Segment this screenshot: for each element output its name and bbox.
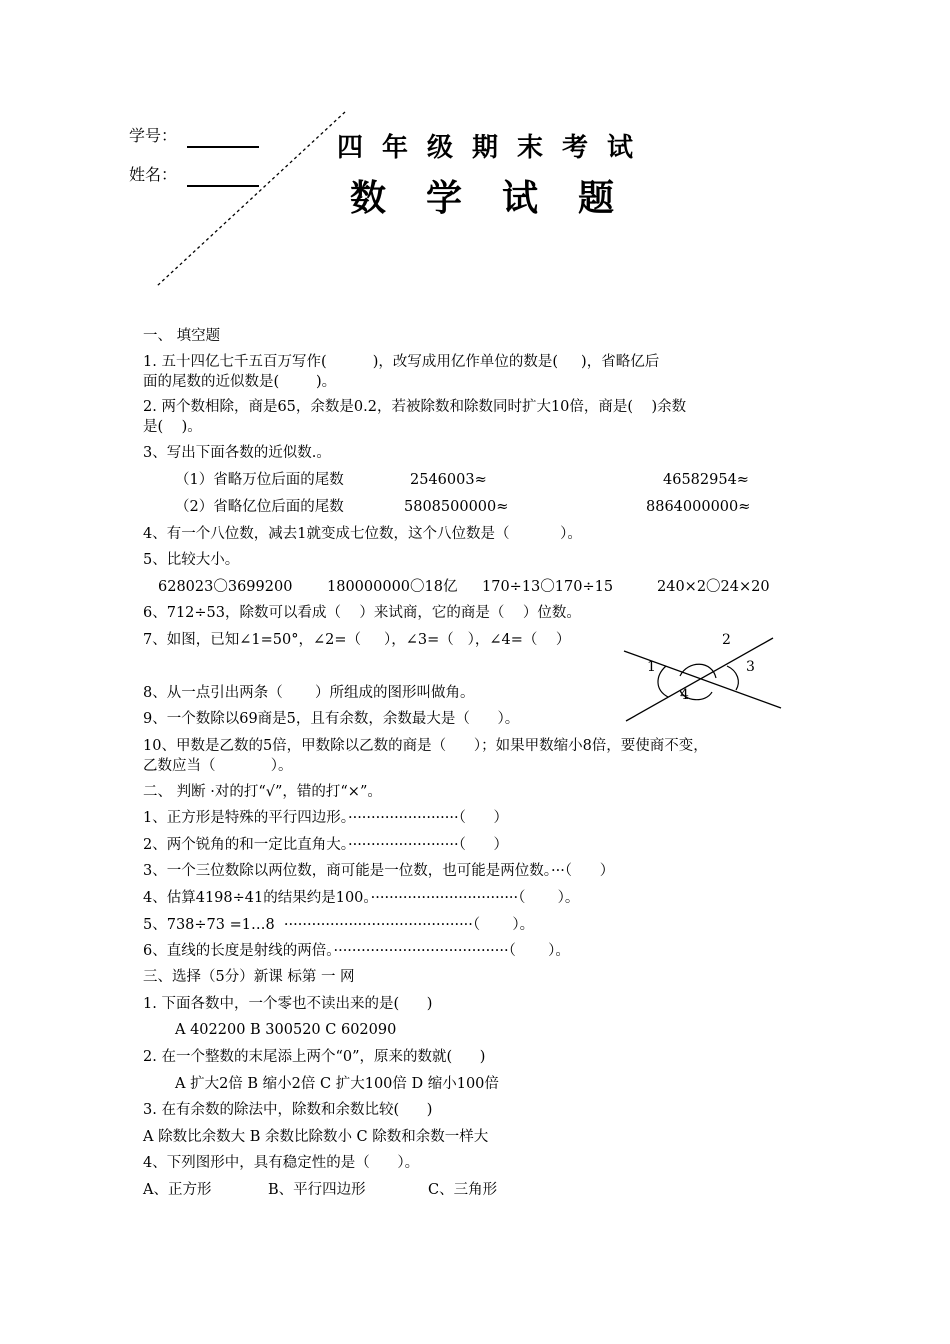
section2-heading: 二、 判断 ·对的打“√”，错的打“×”。 (143, 784, 382, 800)
q1-line1: 1. 五十四亿七千五百万写作( )，改写成用亿作单位的数是( )，省略亿后 (143, 354, 660, 370)
q5-d: 240×2〇24×20 (657, 579, 770, 595)
choice-q3-options: A 除数比余数大 B 余数比除数小 C 除数和余数一样大 (143, 1129, 489, 1145)
exam-title: 四年级期末考试 (337, 133, 653, 163)
judge-item-6: 6、直线的长度是射线的两倍。······································（ ）。 (143, 943, 570, 959)
angle-arc-right (727, 666, 738, 690)
q5: 5、比较大小。 (143, 552, 240, 568)
q2-line2: 是( )。 (143, 419, 202, 435)
choice-q1-options: A 402200 B 300520 C 602090 (175, 1022, 397, 1038)
q10-line1: 10、甲数是乙数的5倍，甲数除以乙数的商是（ ）；如果甲数缩小8倍，要使商不变， (143, 738, 708, 754)
q8: 8、从一点引出两条（ ）所组成的图形叫做角。 (143, 685, 475, 701)
q3-2-a: 5808500000≈ (404, 499, 509, 515)
choice-q4-option-c: C、三角形 (428, 1182, 498, 1198)
q1-line2: 面的尾数的近似数是( )。 (143, 374, 337, 390)
q3-2-b: 8864000000≈ (646, 499, 751, 515)
q2-line1: 2. 两个数相除，商是65，余数是0.2，若被除数和除数同时扩大10倍，商是( )余数 (143, 399, 687, 415)
judge-item-5: 5、738÷73 =1…8 ·········································（ ）。 (143, 917, 535, 933)
judge-item-2: 2、两个锐角的和一定比直角大。························（ ） (143, 837, 508, 853)
angle-3-label: 3 (746, 659, 755, 675)
q6: 6、712÷53，除数可以看成（ ）来试商，它的商是（ ）位数。 (143, 605, 581, 621)
q9: 9、一个数除以69商是5，且有余数，余数最大是（ ）。 (143, 711, 520, 727)
judge-item-4: 4、估算4198÷41的结果约是100。································（ ）。 (143, 890, 580, 906)
choice-q1: 1. 下面各数中，一个零也不读出来的是( ) (143, 996, 433, 1012)
exam-subtitle: 数学试题 (350, 177, 655, 219)
q3-1-a: 2546003≈ (410, 472, 487, 488)
choice-q2: 2. 在一个整数的末尾添上两个“0”，原来的数就( ) (143, 1049, 486, 1065)
student-no-label: 学号： (129, 126, 178, 145)
q5-b: 180000000〇18亿 (327, 579, 458, 595)
q3-1-label: （1）省略万位后面的尾数 (175, 472, 344, 488)
angle-4-label: 4 (680, 687, 689, 703)
judge-item-1: 1、正方形是特殊的平行四边形。························（ ） (143, 810, 508, 826)
choice-q3: 3. 在有余数的除法中，除数和余数比较( ) (143, 1102, 433, 1118)
angle-1-label: 1 (647, 659, 656, 675)
q5-c: 170÷13〇170÷15 (482, 579, 614, 595)
q3-1-b: 46582954≈ (663, 472, 749, 488)
q7: 7、如图，已知∠1=50°，∠2=（ ），∠3=（ ），∠4=（ ） (143, 632, 571, 648)
angle-arc-top (680, 664, 716, 678)
choice-q4-option-a: A、正方形 (143, 1182, 212, 1198)
choice-q2-options: A 扩大2倍 B 缩小2倍 C 扩大100倍 D 缩小100倍 (175, 1076, 499, 1092)
q3-2-label: （2）省略亿位后面的尾数 (175, 499, 344, 515)
angle-2-label: 2 (722, 632, 731, 648)
q3: 3、写出下面各数的近似数.。 (143, 445, 331, 461)
q4: 4、有一个八位数，减去1就变成七位数，这个八位数是（ ）。 (143, 526, 582, 542)
choice-q4-option-b: B、平行四边形 (268, 1182, 366, 1198)
q10-line2: 乙数应当（ ）。 (143, 758, 293, 774)
section3-heading: 三、选择（5分）新课 标第 一 网 (143, 969, 355, 985)
name-label: 姓名： (129, 165, 178, 184)
section1-heading: 一、 填空题 (143, 328, 221, 344)
judge-item-3: 3、一个三位数除以两位数，商可能是一位数，也可能是两位数。···（ ） (143, 863, 615, 879)
choice-q4: 4、下列图形中，具有稳定性的是（ ）。 (143, 1155, 420, 1171)
q5-a: 628023〇3699200 (158, 579, 293, 595)
angle-arc-left (658, 666, 668, 697)
line-b (626, 638, 773, 721)
